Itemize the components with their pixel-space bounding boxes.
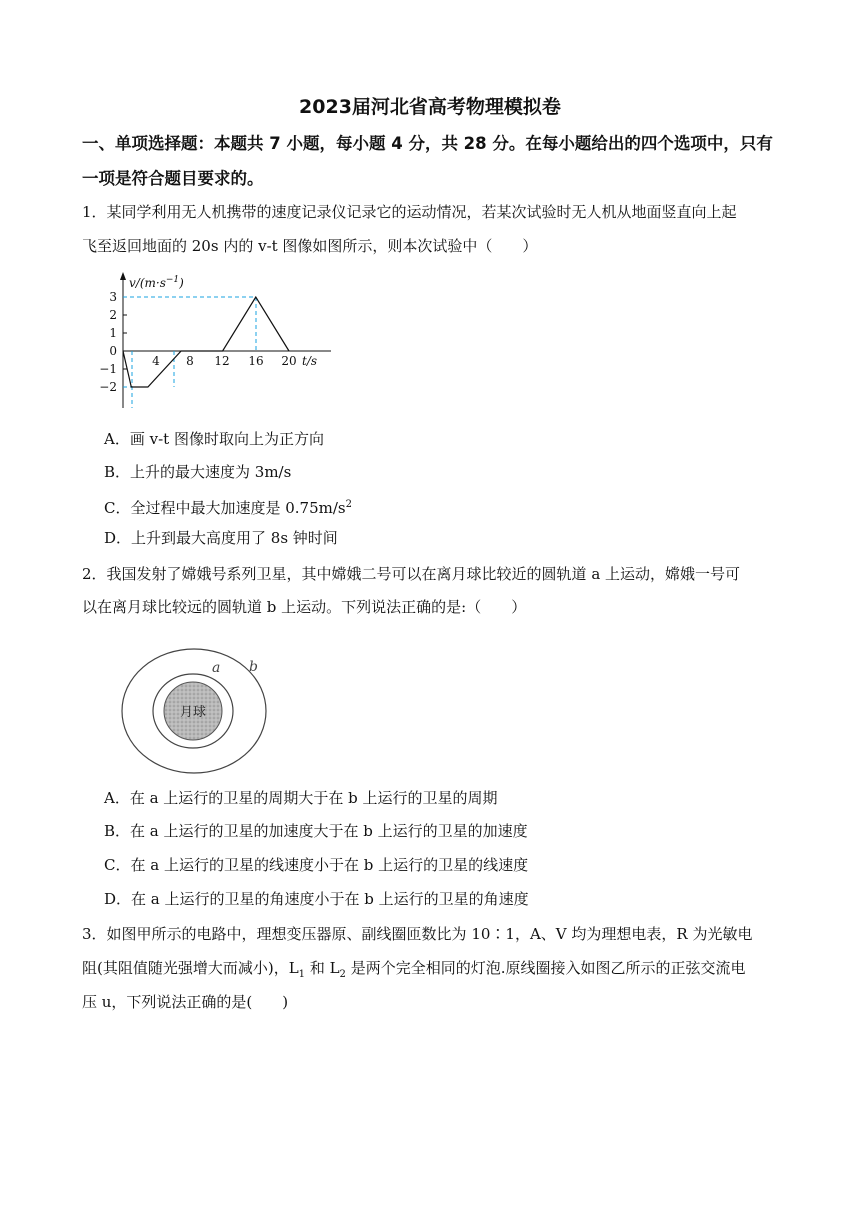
q3-l1-subscript: 1	[298, 969, 306, 980]
orbit-a-label: a	[212, 660, 221, 676]
y-tick-label-3: 3	[109, 290, 117, 304]
y-axis-arrow	[120, 272, 126, 280]
q3-stem-line-3: 压 u，下列说法正确的是( )	[82, 993, 289, 1011]
q3-stem-line-2-c: 是两个完全相同的灯泡.原线圈接入如图乙所示的正弦交流电	[345, 959, 746, 977]
q1-option-d: D．上升到最大高度用了 8s 钟时间	[104, 529, 338, 547]
q2-option-b: B．在 a 上运行的卫星的加速度大于在 b 上运行的卫星的加速度	[104, 822, 528, 840]
q1-stem-line-1: 1．某同学利用无人机携带的速度记录仪记录它的运动情况，若某次试验时无人机从地面竖直向上起	[82, 203, 737, 221]
y-tick-label-neg1: −1	[99, 362, 117, 376]
q1-option-c-exp: 2	[345, 499, 352, 510]
q2-option-d: D．在 a 上运行的卫星的角速度小于在 b 上运行的卫星的角速度	[104, 890, 529, 908]
vt-series-line	[123, 297, 289, 387]
q3-stem-line-2-b: 和 L	[305, 959, 340, 977]
q1-option-c-text: C．全过程中最大加速度是 0.75m/s	[104, 499, 346, 517]
y-axis-label	[129, 275, 184, 290]
q1-option-b: B．上升的最大速度为 3m/s	[104, 463, 292, 481]
q3-stem-line-1: 3．如图甲所示的电路中，理想变压器原、副线圈匝数比为 10∶1，A、V 均为理想电表，R 为光敏电	[82, 925, 753, 943]
y-axis-label-close: )	[179, 276, 184, 290]
y-tick-label-2: 2	[109, 308, 117, 322]
q3-l2-subscript: 2	[339, 969, 346, 980]
y-axis-label-main: v/(m·s	[129, 276, 166, 290]
q2-stem-line-1: 2．我国发射了嫦娥号系列卫星，其中嫦娥二号可以在离月球比较近的圆轨道 a 上运动，嫦娥一号可	[82, 565, 741, 583]
q2-option-c: C．在 a 上运行的卫星的线速度小于在 b 上运行的卫星的线速度	[104, 856, 529, 874]
x-tick-label-4: 4	[152, 354, 160, 368]
page-title: 2023届河北省高考物理模拟卷	[299, 96, 561, 118]
x-tick-label-8: 8	[186, 354, 194, 368]
q2-option-a: A．在 a 上运行的卫星的周期大于在 b 上运行的卫星的周期	[104, 789, 498, 807]
y-tick-label-neg2: −2	[99, 380, 117, 394]
q1-option-a: A．画 v-t 图像时取向上为正方向	[104, 430, 324, 448]
q3-stem-line-2-a: 阻(其阻值随光强增大而减小)，L	[82, 959, 299, 977]
y-tick-label-0: 0	[109, 344, 117, 358]
x-tick-label-20: 20	[281, 354, 297, 368]
x-tick-label-16: 16	[248, 354, 264, 368]
vt-chart	[95, 270, 345, 412]
moon-orbits-figure	[117, 645, 277, 775]
x-axis-label: t/s	[302, 354, 318, 368]
moon-label: 月球	[179, 705, 207, 720]
section-heading-line-1: 一、单项选择题：本题共 7 小题，每小题 4 分，共 28 分。在每小题给出的四个选项中，只有	[82, 134, 773, 153]
q1-option-c	[104, 495, 352, 518]
q3-stem-line-2	[82, 958, 782, 985]
section-heading-line-2: 一项是符合题目要求的。	[82, 169, 264, 188]
y-axis-label-exp: −1	[165, 275, 180, 285]
x-tick-label-12: 12	[214, 354, 230, 368]
q2-stem-line-2: 以在离月球比较远的圆轨道 b 上运动。下列说法正确的是:（ ）	[82, 598, 527, 616]
y-tick-label-1: 1	[109, 326, 117, 340]
orbit-b-label: b	[249, 659, 258, 675]
q1-stem-line-2: 飞至返回地面的 20s 内的 v-t 图像如图所示，则本次试验中（ ）	[82, 237, 538, 255]
